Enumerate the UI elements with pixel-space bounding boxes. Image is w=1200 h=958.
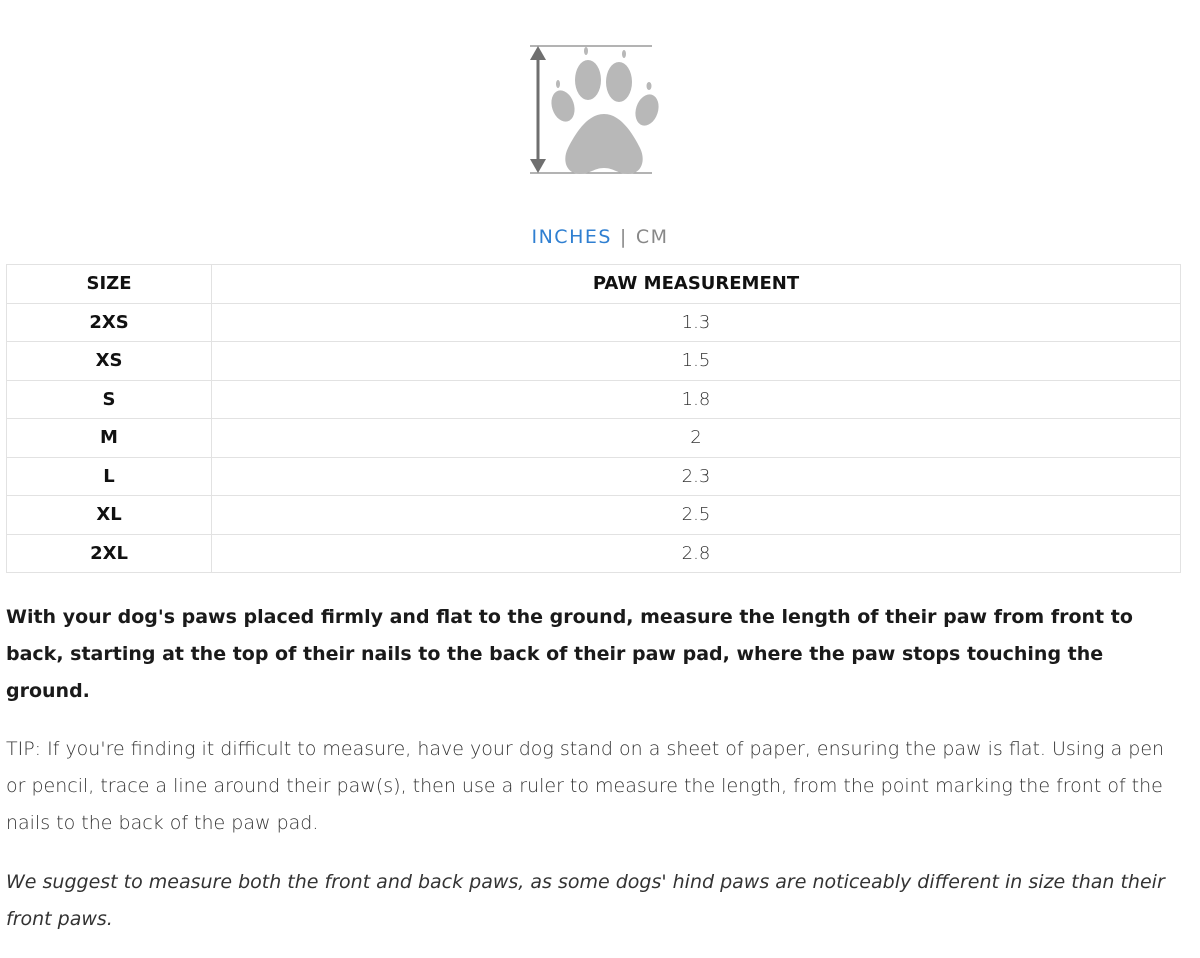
size-cell: S [7, 380, 212, 419]
paw-print-icon [520, 40, 670, 180]
measuring-note: We suggest to measure both the front and back paws, as some dogs' hind paws are noticeably different in size than their front paws. [6, 871, 1165, 930]
measurement-cell: 1.8 [212, 380, 1181, 419]
measurement-cell: 2.5 [212, 496, 1181, 535]
measuring-tip: TIP: If you're finding it difficult to measure, have your dog stand on a sheet of paper, ensuring the paw is flat. Using a pen or pencil, trace a line around their paw(s), then use a ruler to measure the length, from the point marking the front of the nails to the back of the paw pad. [6, 738, 1165, 834]
size-cell: XS [7, 342, 212, 381]
table-row [7, 419, 1181, 458]
size-chart-table [6, 264, 1181, 573]
table-row [7, 534, 1181, 573]
size-cell: XL [7, 496, 212, 535]
inches-option[interactable]: INCHES [531, 226, 612, 248]
measurement-cell: 1.5 [212, 342, 1181, 381]
table-header-row [7, 265, 1181, 304]
measurement-cell: 2 [212, 419, 1181, 458]
table-row [7, 496, 1181, 535]
cm-option[interactable]: CM [635, 226, 669, 248]
size-column-header: SIZE [7, 265, 212, 304]
size-cell: M [7, 419, 212, 458]
unit-separator: | [619, 226, 628, 248]
unit-toggle [0, 226, 1200, 248]
paw-diagram [520, 40, 670, 180]
table-row [7, 457, 1181, 496]
measurement-cell: 2.3 [212, 457, 1181, 496]
measurement-cell: 2.8 [212, 534, 1181, 573]
table-row [7, 342, 1181, 381]
size-cell: 2XL [7, 534, 212, 573]
measurement-cell: 1.3 [212, 303, 1181, 342]
size-cell: L [7, 457, 212, 496]
size-cell: 2XS [7, 303, 212, 342]
measurement-column-header: PAW MEASUREMENT [212, 265, 1181, 304]
table-row [7, 303, 1181, 342]
measuring-instructions: With your dog's paws placed firmly and flat to the ground, measure the length of their paw from front to back, starting at the top of their nails to the back of their paw pad, where the paw stops touching the ground. [6, 606, 1133, 702]
table-row [7, 380, 1181, 419]
